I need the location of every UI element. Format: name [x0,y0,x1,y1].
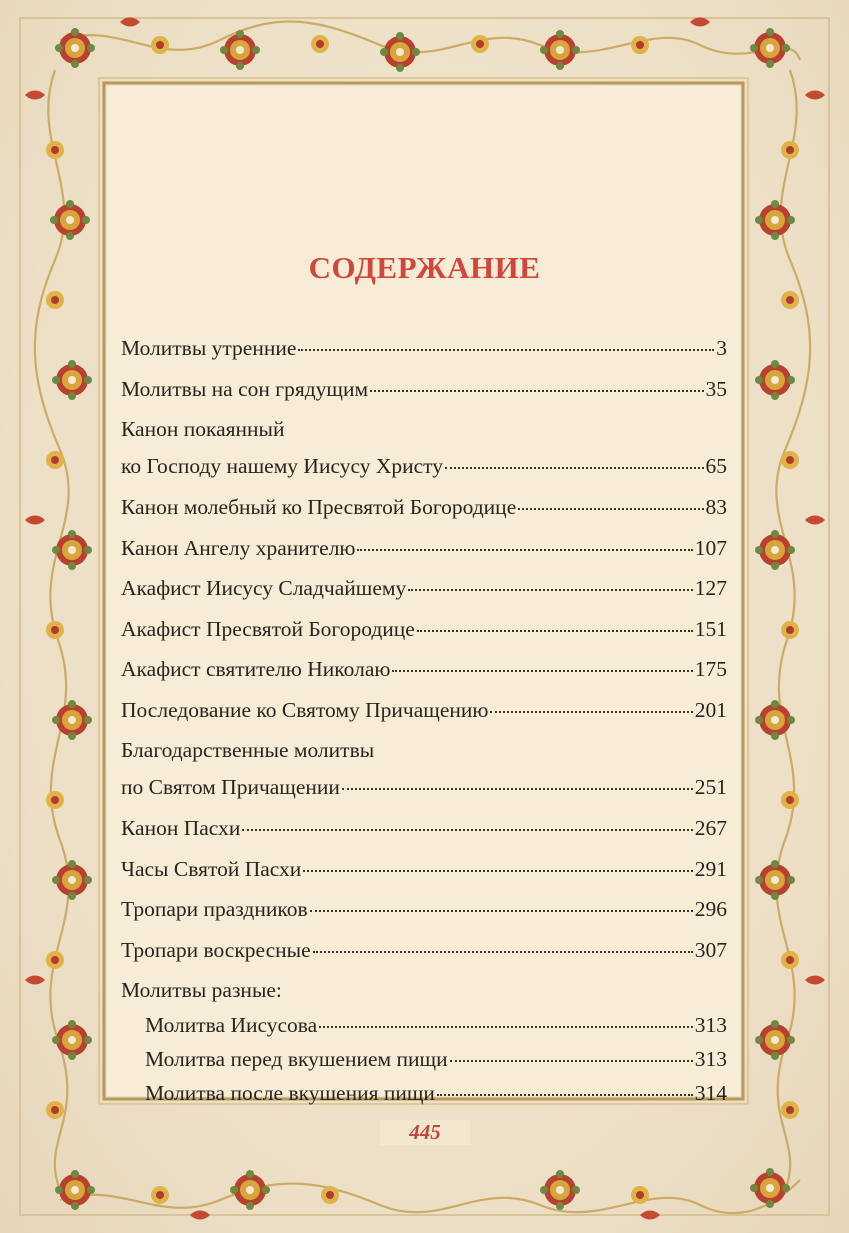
toc-entry[interactable] [121,617,727,658]
toc-entry[interactable] [121,897,727,938]
leader-dots [303,870,692,872]
toc-entry-label: Часы Святой Пасхи [121,856,302,881]
toc-entry-page: 151 [694,616,727,641]
leader-dots [417,630,693,632]
toc-entry[interactable] [121,857,727,898]
toc-subentry-label: Молитва перед вкушением пищи [145,1047,448,1071]
toc-entry[interactable] [121,738,727,816]
toc-subentry-page: 313 [694,1013,727,1037]
toc-entry-label: ко Господу нашему Иисусу Христу [121,454,444,478]
page-title: СОДЕРЖАНИЕ [308,250,541,285]
leader-dots [319,1026,693,1028]
leader-dots [298,349,714,351]
toc-entry-page: 296 [694,897,727,921]
toc-entry[interactable] [121,536,727,577]
leader-dots [450,1060,693,1062]
toc-entry-page: 3 [716,336,727,360]
toc-entry-label: Тропари воскресные [121,937,311,962]
toc-entry-page: 201 [694,697,727,722]
toc-entry[interactable] [121,377,727,418]
toc-entry-page: 107 [694,535,727,560]
leader-dots [518,508,703,510]
toc-entry[interactable] [121,816,727,857]
toc-entry-page: 267 [694,816,727,840]
toc-entry[interactable] [121,576,727,617]
toc-entry-label: Молитвы утренние [121,336,297,360]
toc-subentry-label: Молитва Иисусова [145,1013,318,1037]
toc-entry-label-line1: Канон покаянный [121,417,285,441]
toc-subentry[interactable] [121,1013,727,1047]
toc-entry-page: 83 [705,495,727,519]
toc-entry-page: 175 [694,657,727,681]
leader-dots [437,1094,693,1096]
leader-dots [408,589,693,591]
leader-dots [313,951,693,953]
toc-entry-page: 251 [694,775,727,799]
toc-entry[interactable] [121,938,727,979]
toc-entry[interactable] [121,698,727,739]
toc-entry-label: по Святом Причащении [121,775,340,799]
leader-dots [357,549,692,551]
toc-entry-label: Последование ко Святому Причащению [121,697,489,722]
toc-entry-label: Канон Пасхи [121,816,241,840]
leader-dots [490,711,692,713]
leader-dots [445,467,703,469]
page-number: 445 [380,1120,470,1145]
leader-dots [310,910,693,912]
toc-subentry[interactable] [121,1081,727,1115]
toc-entry-label: Акафист Пресвятой Богородице [121,616,415,641]
toc-entry-page: 291 [694,856,727,881]
toc-entry-label: Акафист святителю Николаю [121,657,391,681]
toc-subentry[interactable] [121,1047,727,1081]
toc-entry-page: 127 [694,576,727,600]
toc-entry-page: 65 [705,454,727,478]
toc-subentry-page: 314 [694,1081,727,1105]
table-of-contents [121,336,727,1115]
toc-entry-label: Акафист Иисусу Сладчайшему [121,576,407,600]
toc-subentry-page: 313 [694,1047,727,1071]
leader-dots [392,670,692,672]
toc-entry[interactable] [121,336,727,377]
toc-entry-page: 307 [694,937,727,962]
toc-entry-label: Канон молебный ко Пресвятой Богородице [121,495,517,519]
toc-entry-label: Канон Ангелу хранителю [121,535,356,560]
toc-entry[interactable] [121,495,727,536]
toc-entry-label: Тропари праздников [121,897,308,921]
leader-dots [370,390,703,392]
toc-group-title: Молитвы разные: [121,978,282,1002]
leader-dots [342,788,693,790]
leader-dots [242,829,692,831]
toc-entry[interactable] [121,417,727,495]
toc-entry-page: 35 [705,376,727,401]
toc-entry-label-line1: Благодарственные молитвы [121,738,375,762]
toc-entry-label: Молитвы на сон грядущим [121,376,369,401]
toc-entry[interactable] [121,657,727,698]
toc-subentry-label: Молитва после вкушения пищи [145,1081,435,1105]
